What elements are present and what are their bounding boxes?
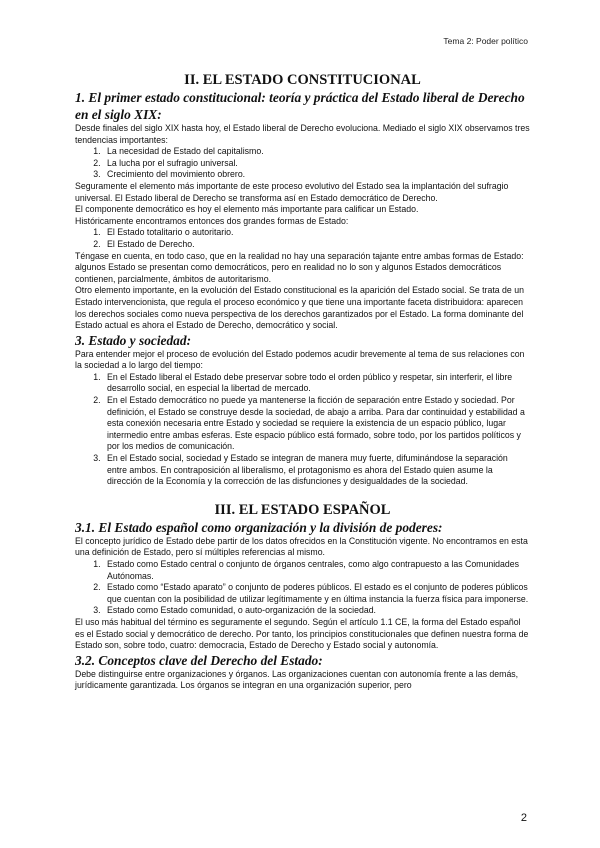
list-item: 2. Estado como “Estado aparato” o conjunto de poderes públicos. El estado es el conjunto de poderes públicos que cuentan con la posibilidad de utilizar legítimamente y en última instancia la fuerza física para imponerse. <box>103 582 530 605</box>
paragraph: Desde finales del siglo XIX hasta hoy, el Estado liberal de Derecho evoluciona. Mediado el siglo XIX observamos tres tendencias importantes: <box>75 123 530 145</box>
subsection-title-organizacion: 3.1. El Estado español como organización y la división de poderes: <box>75 519 443 535</box>
paragraph: El componente democrático es hoy el elemento más importante para calificar un Estado. <box>75 204 419 215</box>
section-title-estado-espanol: III. EL ESTADO ESPAÑOL <box>214 501 391 518</box>
formas-estado-list <box>75 227 530 250</box>
paragraph: Debe distinguirse entre organizaciones y órganos. Las organizaciones cuentan con autonomía frente a las demás, jurídicamente garantizada. Los órganos se integran en una organización superior, pero <box>75 668 519 691</box>
referencias-estado-list <box>75 559 530 617</box>
list-item: 3. Estado como Estado comunidad, o auto-organización de la sociedad. <box>103 605 530 617</box>
subsection-title-estado-sociedad: 3. Estado y sociedad: <box>75 332 192 348</box>
paragraph: El uso más habitual del término es seguramente el segundo. Según el artículo 1.1 CE, la forma del Estado español es el Estado social y democrático de derecho. Por tanto, los principios constitucionales que definen nuestra forma de Estado son, sobre todo, cuatro: democracia, Estado de Derecho y Estado social y autonomía. <box>75 616 529 651</box>
running-header: Tema 2: Poder político <box>443 36 528 46</box>
estado-sociedad-list <box>75 372 530 488</box>
list-item: 2. La lucha por el sufragio universal. <box>103 158 530 170</box>
subsection-title-conceptos-clave: 3.2. Conceptos clave del Derecho del Estado: <box>75 652 323 668</box>
paragraph: Téngase en cuenta, en todo caso, que en la realidad no hay una separación tajante entre ambas formas de Estado: algunos Estado se presentan como democráticos, pero en realidad no lo son y algunos Estados democráticos contienen, parcialmente, ámbitos de autoritarismo. <box>75 250 524 284</box>
list-item: 1. La necesidad de Estado del capitalismo. <box>103 146 530 158</box>
page-number: 2 <box>520 812 527 824</box>
page-content <box>75 70 530 692</box>
paragraph: Seguramente el elemento más importante de este proceso evolutivo del Estado sea la implantación del sufragio universal. El Estado liberal de Derecho se transforma así en Estado democrático de Derecho. <box>75 180 509 203</box>
paragraph: Para entender mejor el proceso de evolución del Estado podemos acudir brevemente al tema de sus relaciones con la sociedad a lo largo del tiempo: <box>75 348 525 371</box>
list-item: 1. Estado como Estado central o conjunto de órganos centrales, como algo contrapuesto a las Comunidades Autónomas. <box>103 559 530 582</box>
section-spacer <box>75 488 530 500</box>
paragraph: Otro elemento importante, en la evolución del Estado constitucional es la aparición del Estado social. Se trata de un Estado intervencionista, que regula el proceso económico y que tiene una importante faceta distribuidora: aparecen los derechos sociales como nueva perspectiva de los derechos garantizados por el Estado. La forma dominante del Estado actual es ahora el Estado de Derecho, democrático y social. <box>75 285 524 331</box>
list-item: 3. En el Estado social, sociedad y Estado se integran de manera muy fuerte, difuminándose la separación entre ambos. En contraposición al liberalismo, el protagonismo es ahora del Estado quien asume la dirección de la Economía y la corrección de las disfunciones y desigualdades de la sociedad. <box>103 453 530 488</box>
tendencias-list <box>75 146 530 181</box>
list-item: 2. En el Estado democrático no puede ya mantenerse la ficción de separación entre Estado y sociedad. Por definición, el Estado se construye desde la sociedad, de abajo a arriba. Para dar continuidad y estabilidad a esta conexión necesaria entre Estado y sociedad se requiere la existencia de un espacio público, lugar intermedio entre ambas esferas. Este espacio público está formado, sobre todo, por los partidos políticos y por los medios de comunicación. <box>103 395 530 453</box>
paragraph: El concepto jurídico de Estado debe partir de los datos ofrecidos en la Constitución vigente. No encontramos en esta una definición de Estado, pero sí múltiples referencias al mismo. <box>75 535 528 558</box>
paragraph: Históricamente encontramos entonces dos grandes formas de Estado: <box>75 215 349 226</box>
section-title-estado-constitucional: II. EL ESTADO CONSTITUCIONAL <box>184 72 421 88</box>
list-item: 3. Crecimiento del movimiento obrero. <box>103 169 530 181</box>
list-item: 1. El Estado totalitario o autoritario. <box>103 227 530 239</box>
list-item: 1. En el Estado liberal el Estado debe preservar sobre todo el orden público y respetar, sin interferir, el libre desarrollo social, en especial la libertad de mercado. <box>103 372 530 395</box>
list-item: 2. El Estado de Derecho. <box>103 239 530 251</box>
subsection-title-estado-liberal: 1. El primer estado constitucional: teoría y práctica del Estado liberal de Derecho en el siglo XIX: <box>75 90 525 122</box>
